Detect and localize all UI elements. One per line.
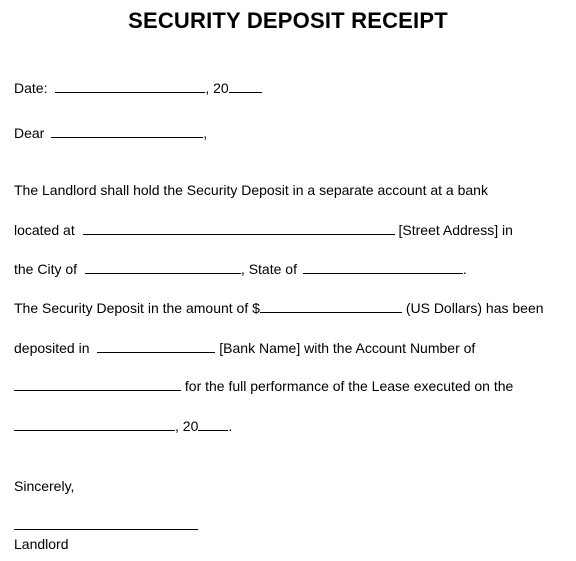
body-text: The Landlord shall hold the Security Deposit in a separate account at a bank [14, 182, 488, 198]
body-line-3 [14, 260, 467, 278]
body-line-4 [14, 299, 544, 317]
date-year-prefix: , 20 [205, 80, 229, 96]
date-blank[interactable] [55, 79, 205, 93]
account-number-blank[interactable] [14, 377, 181, 391]
city-blank[interactable] [85, 260, 241, 274]
dear-line [14, 124, 207, 142]
body-text: the City of [14, 261, 78, 277]
body-text: (US Dollars) has been [405, 300, 544, 316]
body-text: , State of [240, 261, 297, 277]
date-label: Date: [14, 80, 48, 96]
body-line-5 [14, 339, 475, 357]
body-text: [Street Address] in [398, 222, 513, 238]
body-text: . [228, 418, 233, 434]
lease-year-blank[interactable] [198, 417, 228, 431]
lease-date-blank[interactable] [14, 417, 175, 431]
closing-text: Sincerely, [14, 478, 75, 494]
bank-name-blank[interactable] [97, 339, 215, 353]
dear-blank[interactable] [51, 124, 203, 138]
body-text: located at [14, 222, 75, 238]
date-line [14, 79, 262, 97]
body-text: . [462, 261, 467, 277]
body-line-7 [14, 417, 232, 435]
body-line-2 [14, 221, 513, 239]
page-title: SECURITY DEPOSIT RECEIPT [128, 8, 448, 33]
body-text: for the full performance of the Lease executed on the [184, 378, 514, 394]
signature-label: Landlord [14, 536, 69, 552]
dear-label: Dear [14, 125, 45, 141]
body-text: The Security Deposit in the amount of $ [14, 300, 260, 316]
body-text: , 20 [175, 418, 199, 434]
body-line-6 [14, 377, 513, 395]
body-text: [Bank Name] with the Account Number of [219, 340, 476, 356]
dear-suffix: , [203, 125, 208, 141]
street-address-blank[interactable] [83, 221, 395, 235]
signature-line[interactable] [14, 529, 198, 530]
state-blank[interactable] [303, 260, 463, 274]
body-text: deposited in [14, 340, 90, 356]
amount-blank[interactable] [260, 299, 402, 313]
body-line-1 [14, 181, 488, 199]
date-year-blank[interactable] [229, 79, 262, 93]
